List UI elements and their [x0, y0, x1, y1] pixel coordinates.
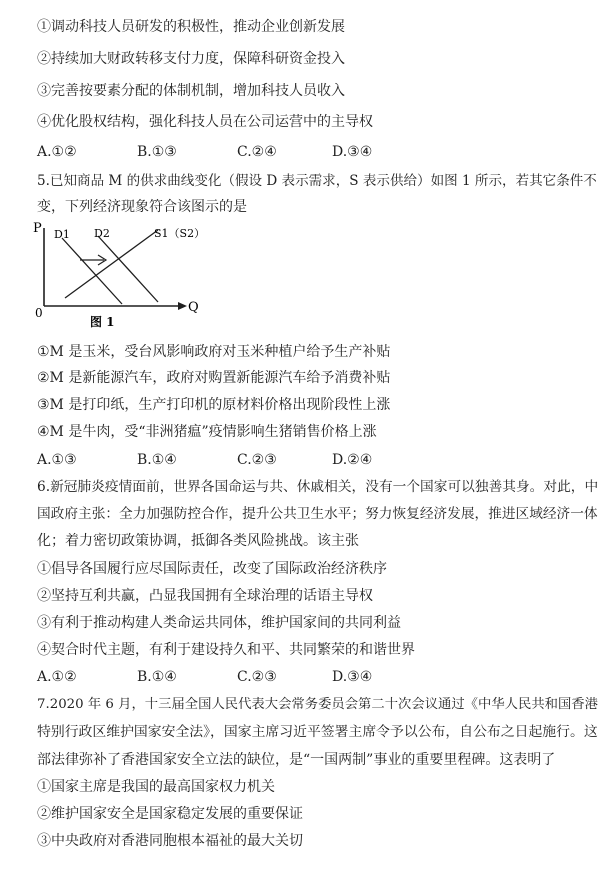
q4-options [37, 143, 372, 161]
q5-option-c[interactable]: C.②③ [237, 452, 277, 468]
s-label: S1（S2） [154, 227, 206, 240]
q6-stem-line-3: 化；着力密切政策协调，抵御各类风险挑战。该主张 [37, 533, 359, 549]
q4-option-a[interactable]: A.①② [37, 144, 77, 160]
q4-statement-1: ①调动科技人员研发的积极性，推动企业创新发展 [37, 19, 345, 35]
q6-statement-1: ①倡导各国履行应尽国际责任，改变了国际政治经济秩序 [37, 561, 387, 577]
q-axis-label: Q [188, 300, 199, 315]
q4-option-d[interactable]: D.③④ [332, 144, 373, 160]
d1-label: D1 [54, 228, 70, 241]
q5-option-a[interactable]: A.①③ [37, 452, 77, 468]
q7-statement-1: ①国家主席是我国的最高国家权力机关 [37, 779, 275, 795]
p-axis-label: P [33, 221, 42, 236]
q6-statement-3: ③有利于推动构建人类命运共同体，维护国家间的共同利益 [37, 615, 401, 631]
supply-demand-figure [30, 218, 210, 336]
q6-stem-line-1: 6.新冠肺炎疫情面前，世界各国命运与共、休戚相关，没有一个国家可以独善其身。对此，中 [37, 479, 599, 495]
figure-caption: 图 1 [90, 315, 115, 329]
q5-stem-line-2: 变，下列经济现象符合该图示的是 [37, 199, 247, 215]
q5-option-b[interactable]: B.①④ [137, 452, 177, 468]
origin-label: 0 [35, 306, 43, 320]
q7-stem-line-2: 特别行政区维护国家安全法》，国家主席习近平签署主席令予以公布，自公布之日起施行。这 [37, 724, 598, 740]
q7-statement-3: ③中央政府对香港同胞根本福祉的最大关切 [37, 833, 303, 849]
q6-statement-2: ②坚持互利共赢，凸显我国拥有全球治理的话语主导权 [37, 588, 373, 604]
d2-label: D2 [94, 227, 110, 240]
q7-stem-line-1: 7.2020 年 6 月，十三届全国人民代表大会常务委员会第二十次会议通过《中华人民共和国香港 [37, 697, 598, 712]
q4-statement-4: ④优化股权结构，强化科技人员在公司运营中的主导权 [37, 114, 373, 130]
q6-option-d[interactable]: D.③④ [332, 669, 373, 685]
q6-statement-4: ④契合时代主题，有利于建设持久和平、共同繁荣的和谐世界 [37, 642, 415, 658]
q5-statement-4: ④M 是牛肉，受“非洲猪瘟”疫情影响生猪销售价格上涨 [37, 424, 377, 440]
q5-stem-line-1: 5.已知商品 M 的供求曲线变化（假设 D 表示需求，S 表示供给）如图 1 所示，若其它条件不 [37, 173, 597, 189]
q6-option-b[interactable]: B.①④ [137, 669, 177, 685]
q6-option-a[interactable]: A.①② [37, 669, 77, 685]
q-axis-arrow [178, 302, 187, 310]
q5-statement-1: ①M 是玉米，受台风影响政府对玉米种植户给予生产补贴 [37, 344, 391, 360]
q4-option-b[interactable]: B.①③ [137, 144, 177, 160]
q5-options [37, 451, 372, 469]
q6-stem-line-2: 国政府主张：全力加强防控合作，提升公共卫生水平；努力恢复经济发展，推进区域经济一体 [37, 506, 598, 522]
q7-statement-2: ②维护国家安全是国家稳定发展的重要保证 [37, 806, 303, 822]
q7-stem-line-3: 部法律弥补了香港国家安全立法的缺位，是“一国两制”事业的重要里程碑。这表明了 [37, 752, 556, 768]
demand-curve-d2 [98, 236, 158, 302]
q4-option-c[interactable]: C.②④ [237, 144, 277, 160]
q5-statement-3: ③M 是打印纸，生产打印机的原材料价格出现阶段性上涨 [37, 397, 391, 413]
supply-curve-s [65, 230, 158, 298]
q4-statement-3: ③完善按要素分配的体制机制，增加科技人员收入 [37, 83, 345, 99]
q5-statement-2: ②M 是新能源汽车，政府对购置新能源汽车给予消费补贴 [37, 370, 391, 386]
q6-option-c[interactable]: C.②③ [237, 669, 277, 685]
q6-options [37, 668, 372, 686]
q5-option-d[interactable]: D.②④ [332, 452, 373, 468]
q4-statement-2: ②持续加大财政转移支付力度，保障科研资金投入 [37, 51, 345, 67]
